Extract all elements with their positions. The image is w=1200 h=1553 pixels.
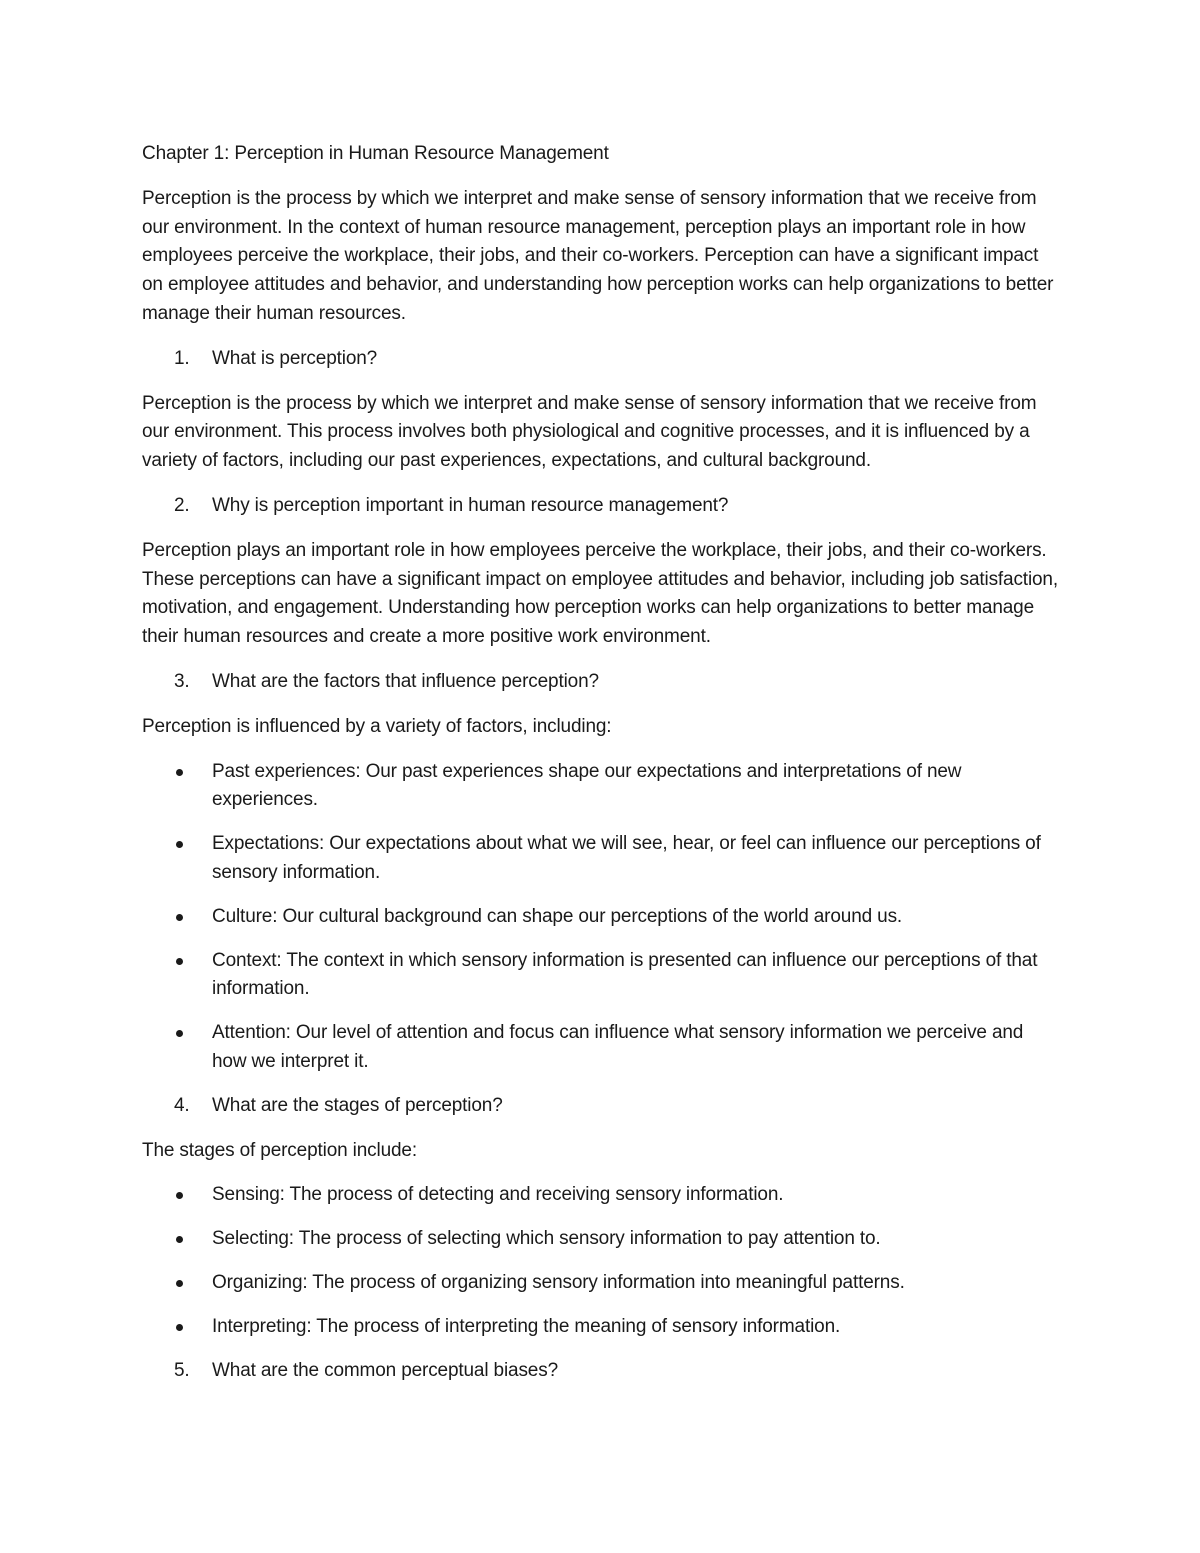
list-item-text: Attention: Our level of attention and focus can influence what sensory information we perceive and how we interpret it. (212, 1022, 1024, 1072)
list-item (142, 903, 1062, 932)
list-item (142, 830, 1062, 888)
list-item-text: Past experiences: Our past experiences shape our expectations and interpretations of new experiences. (212, 760, 962, 811)
answer-2-paragraph: Perception plays an important role in how employees perceive the workplace, their jobs, and their co-workers. These perceptions can have a significant impact on employee attitudes and behavior, including job satisfaction, motivation, and engagement. Understanding how perception works can help organizations to better manage their human resources and create a more positive work environment. (142, 539, 1058, 648)
bullet-icon (176, 1030, 183, 1037)
question-1 (142, 345, 1062, 374)
question-number: 2. (174, 494, 190, 516)
answer-1-paragraph: Perception is the process by which we interpret and make sense of sensory information that we receive from our environment. This process involves both physiological and cognitive processes, and it is influenced by a variety of factors, including our past experiences, expectations, and cultural background. (142, 392, 1037, 472)
question-4 (142, 1092, 1062, 1121)
chapter-title: Chapter 1: Perception in Human Resource Management (142, 143, 609, 164)
bullet-icon (176, 914, 183, 921)
factors-lead-paragraph: Perception is influenced by a variety of factors, including: (142, 715, 612, 737)
question-number: 3. (174, 670, 190, 692)
list-item-text: Culture: Our cultural background can shape our perceptions of the world around us. (212, 905, 903, 927)
bullet-icon (176, 769, 183, 776)
list-item (142, 947, 1062, 1005)
bullet-icon (176, 1236, 183, 1243)
question-text: What are the stages of perception? (212, 1094, 503, 1116)
document-body (142, 140, 1062, 1401)
list-item-text: Expectations: Our expectations about what we will see, hear, or feel can influence our perceptions of sensory information. (212, 833, 1041, 883)
bullet-icon (176, 958, 183, 965)
bullet-icon (176, 1280, 183, 1287)
question-text: What is perception? (212, 347, 378, 369)
question-3 (142, 668, 1062, 697)
list-item-text: Sensing: The process of detecting and receiving sensory information. (212, 1184, 784, 1206)
question-2 (142, 492, 1062, 521)
list-item (142, 1225, 1062, 1254)
question-text: What are the factors that influence perception? (212, 670, 599, 692)
question-number: 4. (174, 1094, 190, 1116)
stages-lead-paragraph: The stages of perception include: (142, 1139, 417, 1161)
question-5 (142, 1357, 1062, 1386)
list-item (142, 1269, 1062, 1298)
bullet-icon (176, 1324, 183, 1331)
question-text: What are the common perceptual biases? (212, 1359, 558, 1381)
list-item (142, 1181, 1062, 1210)
list-item (142, 1313, 1062, 1342)
question-number: 5. (174, 1359, 190, 1381)
list-item-text: Selecting: The process of selecting which sensory information to pay attention to. (212, 1228, 881, 1250)
list-item (142, 758, 1062, 816)
list-item (142, 1019, 1062, 1077)
bullet-icon (176, 1192, 183, 1199)
list-item-text: Interpreting: The process of interpreting the meaning of sensory information. (212, 1315, 841, 1337)
bullet-icon (176, 841, 183, 848)
list-item-text: Organizing: The process of organizing sensory information into meaningful patterns. (212, 1271, 905, 1293)
intro-paragraph: Perception is the process by which we interpret and make sense of sensory information that we receive from our environment. In the context of human resource management, perception plays an important role in how employees perceive the workplace, their jobs, and their co-workers. Perception can have a significant impact on employee attitudes and behavior, and understanding how perception works can help organizations to better manage their human resources. (142, 187, 1054, 324)
question-text: Why is perception important in human resource management? (212, 494, 729, 516)
list-item-text: Context: The context in which sensory information is presented can influence our perceptions of that information. (212, 949, 1038, 1000)
question-number: 1. (174, 347, 190, 369)
